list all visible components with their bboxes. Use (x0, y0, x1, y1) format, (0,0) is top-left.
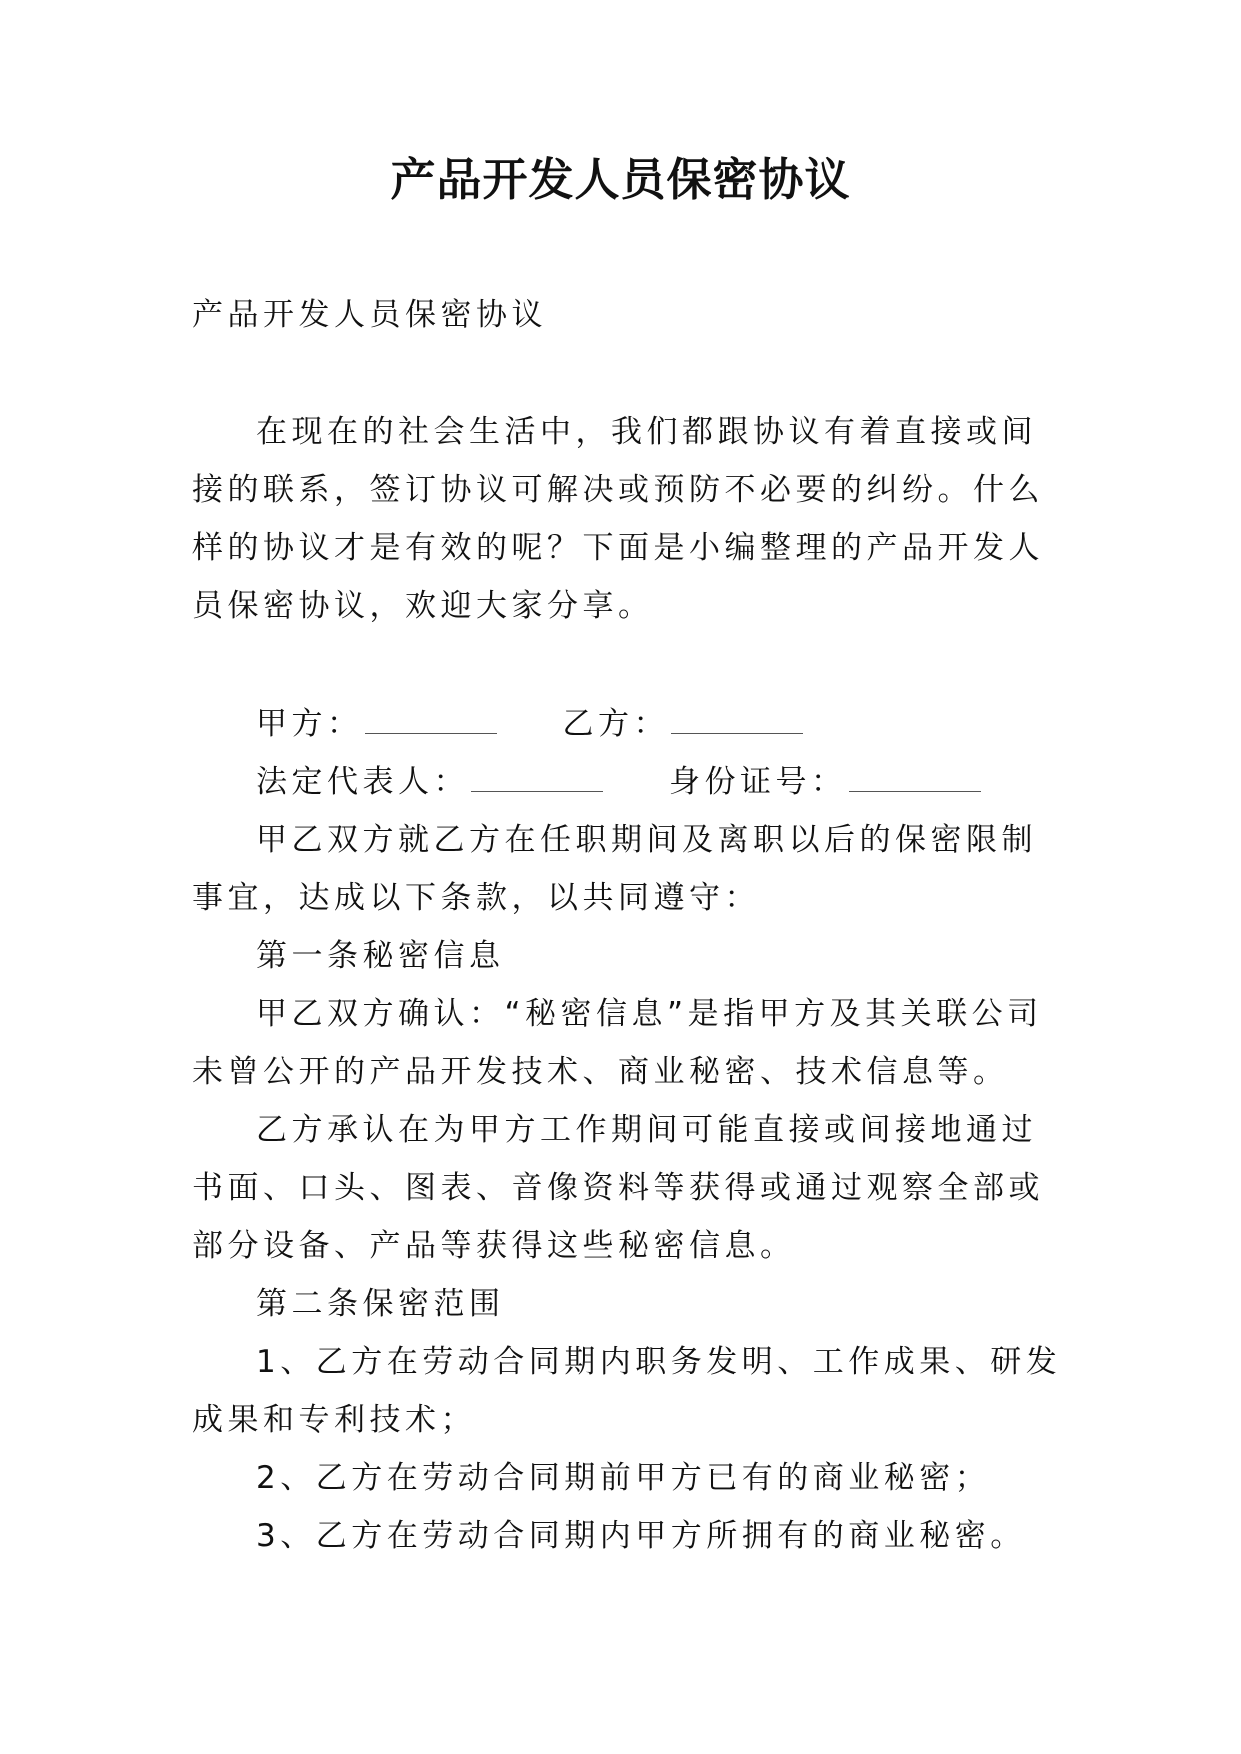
paragraph-agreement-preamble: 甲乙双方就乙方在任职期间及离职以后的保密限制事宜，达成以下条款，以共同遵守： (192, 822, 1037, 916)
parties-line (192, 695, 1062, 753)
scope-item-2: 2、乙方在劳动合同期前甲方已有的商业秘密； (256, 1460, 991, 1496)
id-number-label: 身份证号： (669, 764, 847, 800)
party-b-blank (671, 707, 803, 734)
representative-line (192, 753, 1062, 811)
document-title: 产品开发人员保密协议 (390, 153, 851, 206)
party-a-label: 甲方： (256, 706, 363, 742)
document-subtitle: 产品开发人员保密协议 (192, 297, 547, 333)
party-a-blank (365, 707, 497, 734)
scope-item-3: 3、乙方在劳动合同期内甲方所拥有的商业秘密。 (256, 1518, 1026, 1554)
paragraph-secret-definition: 甲乙双方确认：“秘密信息”是指甲方及其关联公司未曾公开的产品开发技术、商业秘密、技术信息等。 (192, 996, 1043, 1090)
legal-representative-blank (471, 765, 603, 792)
article-1-heading: 第一条秘密信息 (256, 938, 505, 974)
id-number-blank (849, 765, 981, 792)
legal-representative-label: 法定代表人： (256, 764, 469, 800)
scope-item-1: 1、乙方在劳动合同期内职务发明、工作成果、研发成果和专利技术； (192, 1344, 1062, 1438)
agreement-body (192, 695, 1062, 1565)
article-2-heading: 第二条保密范围 (256, 1286, 505, 1322)
party-b-label: 乙方： (562, 706, 669, 742)
intro-paragraph: 在现在的社会生活中，我们都跟协议有着直接或间接的联系，签订协议可解决或预防不必要的纠纷。什么样的协议才是有效的呢？下面是小编整理的产品开发人员保密协议，欢迎大家分享。 (192, 414, 1044, 624)
paragraph-secret-acquisition: 乙方承认在为甲方工作期间可能直接或间接地通过书面、口头、图表、音像资料等获得或通过观察全部或部分设备、产品等获得这些秘密信息。 (192, 1112, 1044, 1264)
